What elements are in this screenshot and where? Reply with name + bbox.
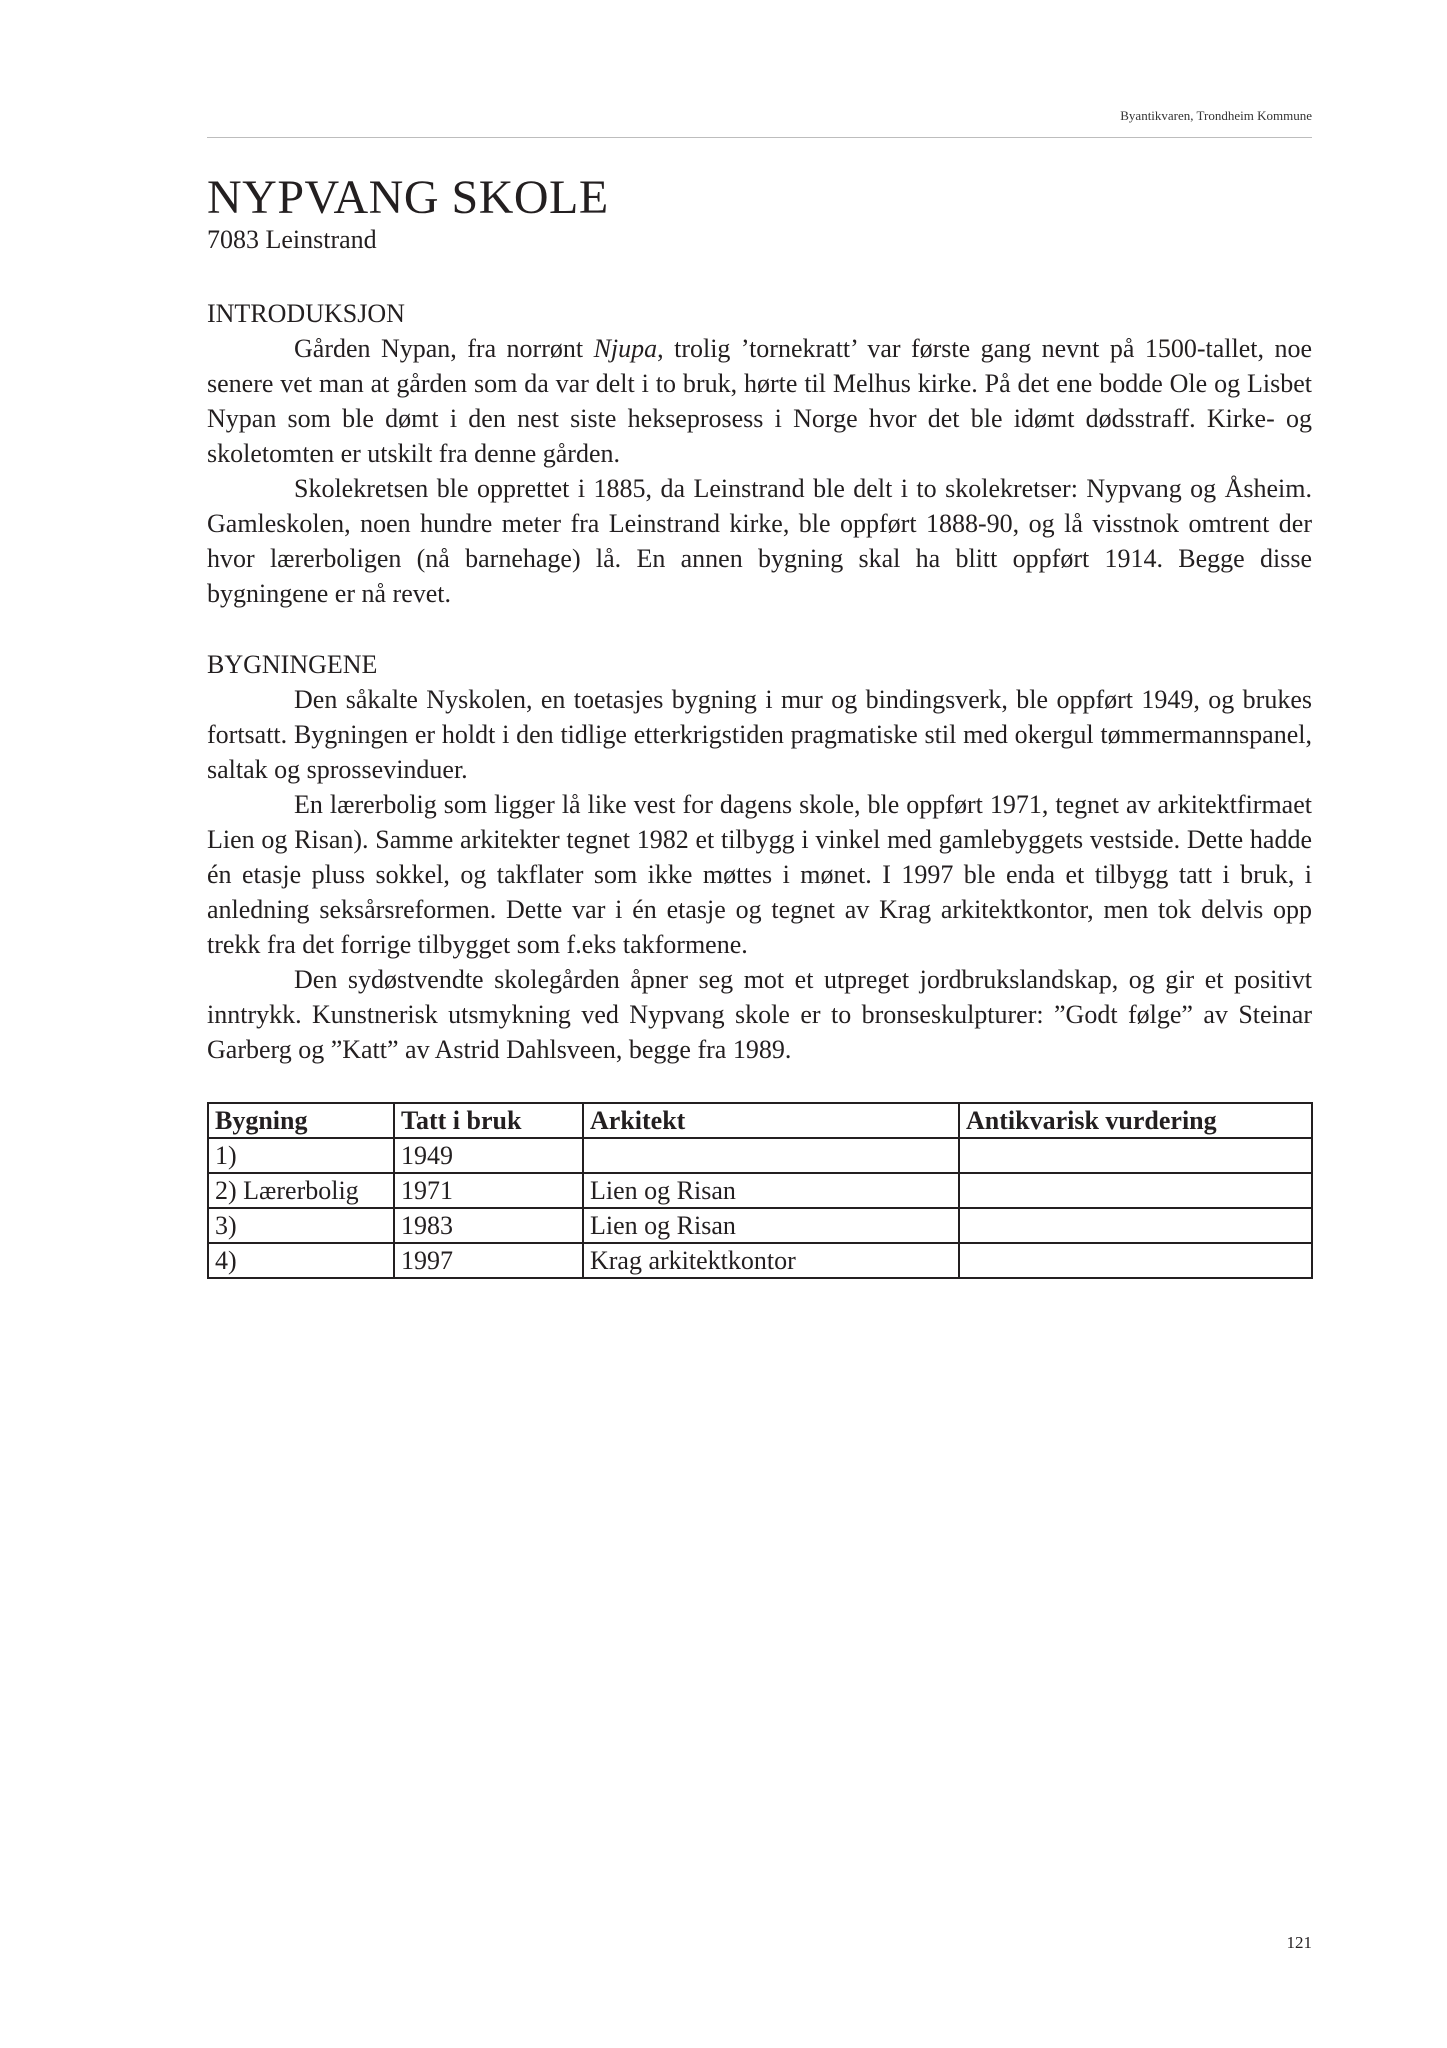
page-subtitle: 7083 Leinstrand bbox=[207, 225, 377, 254]
page-number: 121 bbox=[1286, 1933, 1312, 1952]
paragraph-text: Gården Nypan, fra norrønt bbox=[294, 334, 594, 363]
table-header-row bbox=[208, 1103, 1312, 1138]
table-cell: 1971 bbox=[394, 1173, 583, 1208]
table-cell: Krag arkitektkontor bbox=[583, 1243, 959, 1278]
paragraph: En lærerbolig som ligger lå like vest for dagens skole, ble oppført 1971, tegnet av arkitektfirmaet Lien og Risan). Samme arkitekter tegnet 1982 et tilbygg i vinkel med gamlebyggets vestside. Dette hadde én etasje pluss sokkel, og takflater som ikke møttes i mønet. I 1997 ble enda et tilbygg tatt i bruk, i anledning seksårsreformen. Dette var i én etasje og tegnet av Krag arkitektkontor, men tok delvis opp trekk fra det forrige tilbygget som f.eks takformene. bbox=[207, 790, 1312, 959]
paragraph: Skolekretsen ble opprettet i 1885, da Leinstrand ble delt i to skolekretser: Nypvang og Åsheim. Gamleskolen, noen hundre meter fra Leinstrand kirke, ble oppført 1888-90, og lå visstnok omtrent der hvor lærerboligen (nå barnehage) lå. En annen bygning skal ha blitt oppført 1914. Begge disse bygningene er nå revet. bbox=[207, 474, 1312, 608]
table-cell: 1983 bbox=[394, 1208, 583, 1243]
page-title: NYPVANG SKOLE bbox=[207, 171, 609, 224]
table-row bbox=[208, 1208, 1312, 1243]
table-cell bbox=[583, 1138, 959, 1173]
table-cell: 3) bbox=[208, 1208, 394, 1243]
table-cell bbox=[959, 1173, 1312, 1208]
paragraph-text: , trolig ’tornekratt’ var første gang nevnt på 1500-tallet, noe senere vet man at gården som da var delt i to bruk, hørte til Melhus kirke. På det ene bodde Ole og Lisbet Nypan som ble dømt i den nest siste hekseprosess i Norge hvor det ble idømt dødsstraff. Kirke- og skoletomten er utskilt fra denne gården. bbox=[207, 334, 1312, 468]
running-header: Byantikvaren, Trondheim Kommune bbox=[1120, 108, 1312, 123]
table-cell: 1) bbox=[208, 1138, 394, 1173]
table-row bbox=[208, 1173, 1312, 1208]
table-cell: Lien og Risan bbox=[583, 1173, 959, 1208]
column-header: Bygning bbox=[208, 1103, 394, 1138]
buildings-table bbox=[207, 1102, 1313, 1279]
table-cell: 4) bbox=[208, 1243, 394, 1278]
table-cell: 2) Lærerbolig bbox=[208, 1173, 394, 1208]
column-header: Antikvarisk vurdering bbox=[959, 1103, 1312, 1138]
section-heading: INTRODUKSJON bbox=[207, 299, 405, 328]
emphasis-text: Njupa bbox=[593, 334, 658, 363]
paragraph: Den sydøstvendte skolegården åpner seg mot et utpreget jordbrukslandskap, og gir et positivt inntrykk. Kunstnerisk utsmykning ved Nypvang skole er to bronseskulpturer: ”Godt følge” av Steinar Garberg og ”Katt” av Astrid Dahlsveen, begge fra 1989. bbox=[207, 965, 1312, 1064]
paragraph bbox=[207, 331, 1312, 471]
section-bygningene bbox=[207, 647, 1312, 1067]
table-row bbox=[208, 1138, 1312, 1173]
header-divider bbox=[207, 137, 1312, 138]
section-heading: BYGNINGENE bbox=[207, 650, 378, 679]
table-cell bbox=[959, 1208, 1312, 1243]
section-introduksjon bbox=[207, 296, 1312, 611]
table-row bbox=[208, 1243, 1312, 1278]
table-cell: 1949 bbox=[394, 1138, 583, 1173]
table-cell bbox=[959, 1243, 1312, 1278]
paragraph: Den såkalte Nyskolen, en toetasjes bygning i mur og bindingsverk, ble oppført 1949, og brukes fortsatt. Bygningen er holdt i den tidlige etterkrigstiden pragmatiske stil med okergul tømmermannspanel, saltak og sprossevinduer. bbox=[207, 685, 1312, 784]
column-header: Arkitekt bbox=[583, 1103, 959, 1138]
column-header: Tatt i bruk bbox=[394, 1103, 583, 1138]
table-cell: 1997 bbox=[394, 1243, 583, 1278]
table-cell: Lien og Risan bbox=[583, 1208, 959, 1243]
table-cell bbox=[959, 1138, 1312, 1173]
